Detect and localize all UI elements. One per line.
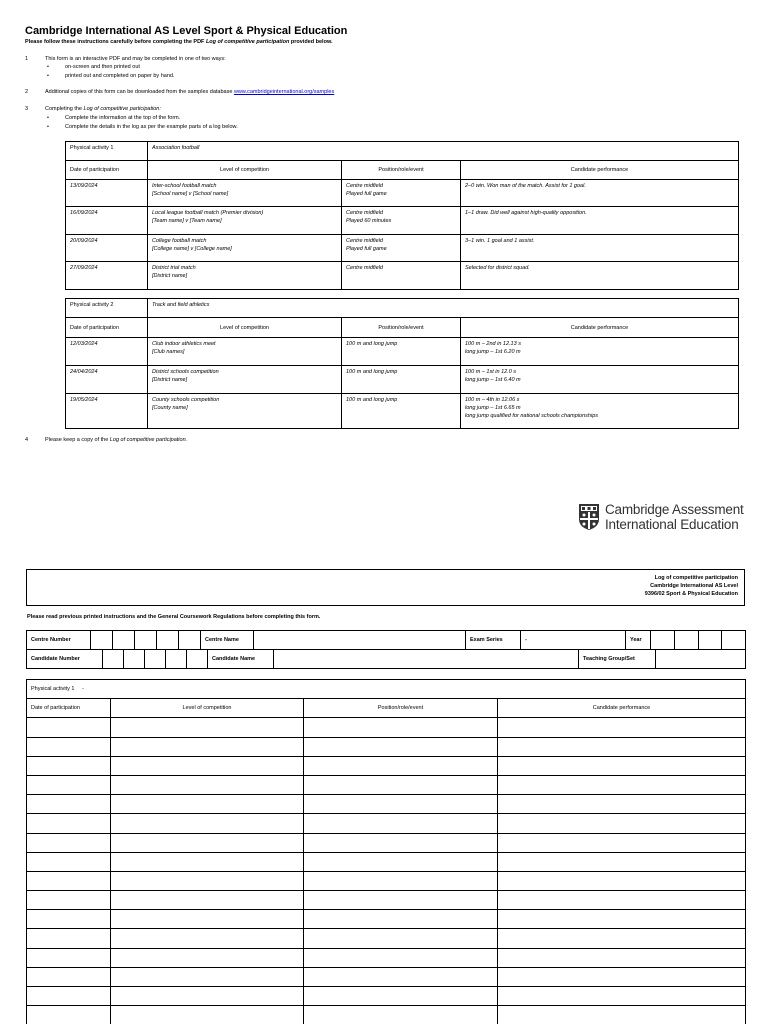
log-position-cell[interactable] xyxy=(304,718,498,737)
centre-info-row xyxy=(26,630,746,650)
log-level-cell[interactable] xyxy=(111,852,304,871)
candidate-number-digit[interactable] xyxy=(103,650,124,669)
cell-date: 27/09/2024 xyxy=(66,262,148,290)
log-level-cell[interactable] xyxy=(111,814,304,833)
header-position: Position/role/event xyxy=(304,699,498,718)
cell-date: 13/09/2024 xyxy=(66,180,148,207)
log-date-cell[interactable] xyxy=(27,948,111,967)
activity-row xyxy=(27,680,746,699)
log-row xyxy=(27,891,746,910)
log-row xyxy=(27,948,746,967)
log-performance-cell[interactable] xyxy=(498,852,746,871)
activity-value: Track and field athletics xyxy=(148,299,739,318)
log-level-cell[interactable] xyxy=(111,967,304,986)
log-performance-cell[interactable] xyxy=(498,756,746,775)
log-date-cell[interactable] xyxy=(27,929,111,948)
candidate-number-digit[interactable] xyxy=(124,650,145,669)
log-position-cell[interactable] xyxy=(304,967,498,986)
logo-line-1: Cambridge Assessment xyxy=(605,502,744,517)
teaching-group-label: Teaching Group/Set xyxy=(579,650,656,669)
header-performance: Candidate performance xyxy=(461,318,739,338)
centre-name-label: Centre Name xyxy=(201,631,254,650)
cell-position: 100 m and long jump xyxy=(342,366,461,394)
form-title: Log of competitive participation Cambridge International AS Level 9396/02 Sport & Physical Education xyxy=(644,575,738,597)
cell-performance: 3–1 win. 1 goal and 1 assist. xyxy=(461,235,739,262)
log-row xyxy=(27,775,746,794)
log-row xyxy=(27,1006,746,1024)
log-level-cell[interactable] xyxy=(111,910,304,929)
log-level-cell[interactable] xyxy=(111,833,304,852)
log-position-cell[interactable] xyxy=(304,1006,498,1024)
log-table xyxy=(26,679,746,1024)
candidate-number-digit[interactable] xyxy=(145,650,166,669)
step-3-bullet: • Complete the information at the top of the form. xyxy=(47,115,181,121)
log-level-cell[interactable] xyxy=(111,948,304,967)
cell-performance: Selected for district squad. xyxy=(461,262,739,290)
logo-line-2: International Education xyxy=(605,517,739,532)
header-level: Level of competition xyxy=(148,161,342,180)
centre-number-digit[interactable] xyxy=(157,631,179,650)
cell-performance: 2–0 win. Won man of the match. Assist for 1 goal. xyxy=(461,180,739,207)
log-row xyxy=(27,814,746,833)
instruction-note: Please read previous printed instructions and the General Coursework Regulations before completing this form. xyxy=(27,614,321,620)
example-table-football xyxy=(65,141,739,290)
log-level-cell[interactable] xyxy=(111,756,304,775)
log-position-cell[interactable] xyxy=(304,852,498,871)
log-performance-cell[interactable] xyxy=(498,891,746,910)
log-position-cell[interactable] xyxy=(304,948,498,967)
example-table-athletics xyxy=(65,298,739,429)
log-date-cell[interactable] xyxy=(27,814,111,833)
log-row xyxy=(27,718,746,737)
centre-number-digit[interactable] xyxy=(113,631,135,650)
centre-number-digit[interactable] xyxy=(91,631,113,650)
log-position-cell[interactable] xyxy=(304,737,498,756)
teaching-group-field[interactable] xyxy=(656,650,746,669)
log-row xyxy=(27,833,746,852)
log-date-cell[interactable] xyxy=(27,891,111,910)
activity-value: Association football xyxy=(148,142,739,161)
activity-label: Physical activity 2 xyxy=(66,299,148,318)
log-date-cell[interactable] xyxy=(27,775,111,794)
log-position-cell[interactable] xyxy=(304,871,498,890)
log-performance-cell[interactable] xyxy=(498,967,746,986)
centre-number-digit[interactable] xyxy=(135,631,157,650)
log-date-cell[interactable] xyxy=(27,871,111,890)
log-position-cell[interactable] xyxy=(304,833,498,852)
candidate-number-label: Candidate Number xyxy=(27,650,103,669)
log-position-cell[interactable] xyxy=(304,910,498,929)
log-level-cell[interactable] xyxy=(111,871,304,890)
log-row xyxy=(27,852,746,871)
log-level-cell[interactable] xyxy=(111,718,304,737)
log-date-cell[interactable] xyxy=(27,795,111,814)
cell-date: 12/03/2024 xyxy=(66,338,148,366)
log-position-cell[interactable] xyxy=(304,987,498,1006)
candidate-name-label: Candidate Name xyxy=(208,650,274,669)
candidate-number-digit[interactable] xyxy=(187,650,208,669)
log-performance-cell[interactable] xyxy=(498,910,746,929)
table-row xyxy=(66,207,739,235)
table-row xyxy=(66,180,739,207)
cambridge-crest-icon xyxy=(578,503,600,531)
samples-link[interactable]: www.cambridgeinternational.org/samples xyxy=(233,89,335,95)
header-level: Level of competition xyxy=(111,699,304,718)
log-performance-cell[interactable] xyxy=(498,775,746,794)
year-digit[interactable] xyxy=(675,631,699,650)
cell-position: Centre midfield xyxy=(342,262,461,290)
log-position-cell[interactable] xyxy=(304,795,498,814)
log-performance-cell[interactable] xyxy=(498,795,746,814)
table-row xyxy=(66,394,739,429)
log-level-cell[interactable] xyxy=(111,775,304,794)
log-date-cell[interactable] xyxy=(27,737,111,756)
year-digit[interactable] xyxy=(699,631,722,650)
log-position-cell[interactable] xyxy=(304,814,498,833)
log-position-cell[interactable] xyxy=(304,756,498,775)
log-row xyxy=(27,987,746,1006)
log-date-cell[interactable] xyxy=(27,1006,111,1024)
cell-performance: 100 m – 4th in 12.06 s long jump – 1st 6.65 m long jump qualified for national schools championships xyxy=(461,394,739,429)
cell-level: District trial match [District name] xyxy=(148,262,342,290)
log-position-cell[interactable] xyxy=(304,929,498,948)
page-title: Cambridge International AS Level Sport & Physical Education xyxy=(25,25,348,37)
cell-position: Centre midfield Played full game xyxy=(342,235,461,262)
header-performance: Candidate performance xyxy=(498,699,746,718)
table-row xyxy=(66,338,739,366)
log-date-cell[interactable] xyxy=(27,718,111,737)
year-digit[interactable] xyxy=(651,631,675,650)
log-row xyxy=(27,795,746,814)
header-date: Date of participation xyxy=(66,318,148,338)
log-date-cell[interactable] xyxy=(27,967,111,986)
log-position-cell[interactable] xyxy=(304,775,498,794)
log-level-cell[interactable] xyxy=(111,891,304,910)
cell-level: County schools competition [County name] xyxy=(148,394,342,429)
candidate-number-digit[interactable] xyxy=(166,650,187,669)
activity-label: Physical activity 1 xyxy=(31,686,75,693)
log-performance-cell[interactable] xyxy=(498,833,746,852)
log-row xyxy=(27,967,746,986)
step-3-bullet: • Complete the details in the log as per the example parts of a log below. xyxy=(47,124,238,130)
log-date-cell[interactable] xyxy=(27,987,111,1006)
cell-level: District schools competition [District name] xyxy=(148,366,342,394)
cambridge-logo xyxy=(578,502,748,534)
log-row xyxy=(27,910,746,929)
cell-position: 100 m and long jump xyxy=(342,338,461,366)
year-label: Year xyxy=(626,631,651,650)
log-position-cell[interactable] xyxy=(304,891,498,910)
header-position: Position/role/event xyxy=(342,161,461,180)
step-1-bullet: • printed out and completed on paper by hand. xyxy=(47,73,175,79)
log-row xyxy=(27,756,746,775)
centre-number-digit[interactable] xyxy=(179,631,201,650)
exam-series-field[interactable]: - xyxy=(521,631,626,650)
log-performance-cell[interactable] xyxy=(498,948,746,967)
log-performance-cell[interactable] xyxy=(498,987,746,1006)
log-date-cell[interactable] xyxy=(27,756,111,775)
cell-position: Centre midfield Played full game xyxy=(342,180,461,207)
header-level: Level of competition xyxy=(148,318,342,338)
header-date: Date of participation xyxy=(27,699,111,718)
step-1-bullet: • on-screen and then printed out xyxy=(47,64,140,70)
cell-level: College football match [College name] v [College name] xyxy=(148,235,342,262)
log-row xyxy=(27,871,746,890)
centre-number-label: Centre Number xyxy=(27,631,91,650)
header-position: Position/role/event xyxy=(342,318,461,338)
activity-field[interactable]: - xyxy=(81,686,84,693)
log-performance-cell[interactable] xyxy=(498,718,746,737)
log-performance-cell[interactable] xyxy=(498,929,746,948)
log-row xyxy=(27,929,746,948)
cell-performance: 100 m – 1st in 12.0 s long jump – 1st 6.40 m xyxy=(461,366,739,394)
cell-date: 19/05/2024 xyxy=(66,394,148,429)
log-performance-cell[interactable] xyxy=(498,871,746,890)
candidate-name-field[interactable] xyxy=(274,650,579,669)
log-date-cell[interactable] xyxy=(27,833,111,852)
log-date-cell[interactable] xyxy=(27,852,111,871)
header-performance: Candidate performance xyxy=(461,161,739,180)
table-row xyxy=(66,366,739,394)
cell-performance: 1–1 draw. Did well against high-quality opposition. xyxy=(461,207,739,235)
year-digit[interactable] xyxy=(722,631,746,650)
cell-date: 20/09/2024 xyxy=(66,235,148,262)
form-title-box xyxy=(26,569,745,606)
log-level-cell[interactable] xyxy=(111,737,304,756)
cell-performance: 100 m – 2nd in 12.13 s long jump – 1st 6.20 m xyxy=(461,338,739,366)
table-row xyxy=(66,235,739,262)
log-performance-cell[interactable] xyxy=(498,1006,746,1024)
log-date-cell[interactable] xyxy=(27,910,111,929)
cell-date: 16/09/2024 xyxy=(66,207,148,235)
log-performance-cell[interactable] xyxy=(498,814,746,833)
activity-label: Physical activity 1 xyxy=(66,142,148,161)
cell-level: Local league football match (Premier division) [Team name] v [Team name] xyxy=(148,207,342,235)
cell-date: 24/04/2024 xyxy=(66,366,148,394)
intro-text: Please follow these instructions carefully before completing the PDF Log of competitive participation provided below. xyxy=(25,39,333,45)
cell-level: Inter-school football match [School name] v [School name] xyxy=(148,180,342,207)
centre-name-field[interactable] xyxy=(254,631,466,650)
cell-position: 100 m and long jump xyxy=(342,394,461,429)
log-level-cell[interactable] xyxy=(111,929,304,948)
header-date: Date of participation xyxy=(66,161,148,180)
log-level-cell[interactable] xyxy=(111,987,304,1006)
cell-position: Centre midfield Played 60 minutes xyxy=(342,207,461,235)
candidate-info-row xyxy=(26,649,746,669)
log-level-cell[interactable] xyxy=(111,795,304,814)
table-row xyxy=(66,262,739,290)
log-level-cell[interactable] xyxy=(111,1006,304,1024)
cell-level: Club indoor athletics meet [Club names] xyxy=(148,338,342,366)
exam-series-label: Exam Series xyxy=(466,631,521,650)
log-performance-cell[interactable] xyxy=(498,737,746,756)
log-row xyxy=(27,737,746,756)
